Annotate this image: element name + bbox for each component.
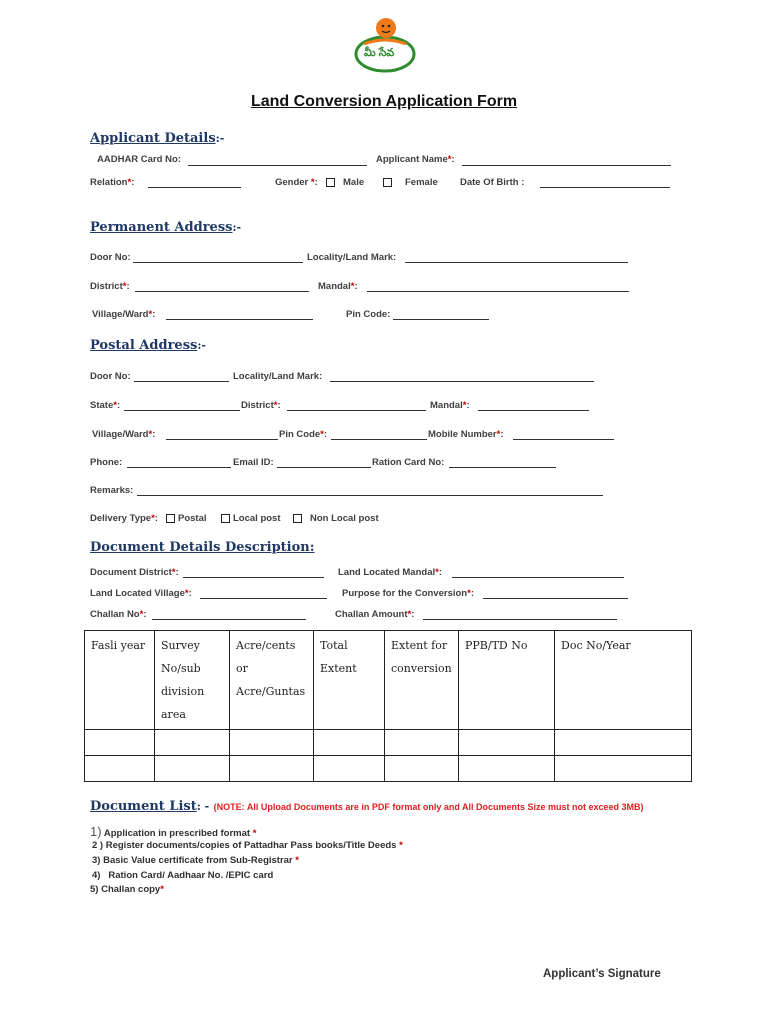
section-suffix: :- [232, 221, 242, 234]
required-mark: * [151, 513, 155, 524]
logo-text: మీ సేవ [364, 47, 395, 59]
required-mark: * [310, 177, 315, 188]
label-text: Applicant Name [376, 154, 448, 165]
required-mark: * [139, 609, 144, 620]
postal-village-field[interactable] [166, 439, 278, 440]
perm-mandal-label [318, 281, 358, 292]
label-text: State [90, 400, 114, 411]
required-mark: * [113, 400, 117, 411]
table-cell[interactable] [385, 756, 459, 782]
table-cell[interactable] [555, 756, 692, 782]
applicant-signature-label: Applicant’s Signature [543, 968, 661, 980]
colon: : [323, 429, 328, 440]
local-post-checkbox[interactable] [221, 514, 230, 523]
label-text: Challan No [90, 609, 140, 620]
remarks-field[interactable] [137, 495, 603, 496]
challan-amount-label [335, 609, 414, 620]
colon: : [451, 154, 455, 165]
perm-mandal-field[interactable] [367, 291, 629, 292]
land-village-label [90, 588, 192, 599]
item-text: Register documents/copies of Pattadhar Pass books/Title Deeds [103, 840, 400, 851]
relation-label [90, 177, 134, 188]
required-mark: * [447, 154, 452, 165]
label-text: Challan Amount [335, 609, 408, 620]
page-title: Land Conversion Application Form [250, 93, 518, 110]
required-mark: * [435, 567, 439, 578]
table-cell[interactable] [230, 730, 314, 756]
item-text: Basic Value certificate from Sub-Registrar [100, 855, 296, 866]
item-text: Application in prescribed format [101, 828, 253, 839]
land-village-field[interactable] [200, 598, 327, 599]
required-mark: * [350, 281, 355, 292]
label-text: Village/Ward [92, 309, 149, 320]
mobile-field[interactable] [513, 439, 614, 440]
female-label: Female [405, 177, 438, 188]
postal-locality-field[interactable] [330, 381, 594, 382]
colon: : [354, 281, 358, 292]
postal-door-field[interactable] [134, 381, 229, 382]
land-mandal-label [338, 567, 442, 578]
perm-village-field[interactable] [166, 319, 313, 320]
header-cell: PPB/TD No [459, 631, 555, 730]
section-title: Postal Address [90, 338, 198, 353]
label-text: Pin Code [279, 429, 321, 440]
item-number: 5) [90, 884, 99, 895]
delivery-type-label [90, 513, 158, 524]
section-suffix: :- [215, 132, 225, 145]
postal-district-label [241, 400, 281, 411]
table-cell[interactable] [385, 730, 459, 756]
dob-field[interactable] [540, 187, 670, 188]
table-cell[interactable] [314, 730, 385, 756]
non-local-post-label: Non Local post [310, 513, 379, 524]
header-cell: Total Extent [314, 631, 385, 730]
table-cell[interactable] [459, 730, 555, 756]
item-text: Challan copy [98, 884, 161, 895]
postal-locality-label: Locality/Land Mark: [233, 371, 323, 382]
perm-village-label [92, 309, 155, 320]
permanent-address-heading [90, 218, 241, 236]
land-details-table [84, 630, 692, 782]
colon: : [126, 281, 130, 292]
remarks-label: Remarks: [90, 485, 134, 496]
header-cell: Doc No/Year [555, 631, 692, 730]
email-field[interactable] [277, 467, 371, 468]
section-title: Applicant Details [90, 131, 216, 146]
applicant-name-label [376, 154, 455, 165]
document-list-heading [90, 797, 644, 815]
dob-label: Date Of Birth : [460, 177, 525, 188]
perm-locality-field[interactable] [405, 262, 628, 263]
label-text: Mandal [430, 400, 463, 411]
gender-label [275, 177, 318, 188]
phone-label: Phone: [90, 457, 123, 468]
postal-mandal-label [430, 400, 470, 411]
label-text: Document District [90, 567, 172, 578]
postal-pin-field[interactable] [331, 439, 427, 440]
postal-door-label: Door No: [90, 371, 131, 382]
challan-amount-field[interactable] [423, 619, 617, 620]
required-mark: * [184, 588, 189, 599]
male-label: Male [343, 177, 365, 188]
list-item [92, 870, 273, 881]
header-cell: Acre/cents or Acre/Guntas [230, 631, 314, 730]
aadhar-field[interactable] [188, 165, 367, 166]
challan-no-label [90, 609, 147, 620]
postal-mandal-field[interactable] [478, 410, 589, 411]
header-cell: Extent for conversion [385, 631, 459, 730]
mobile-label [428, 429, 504, 440]
perm-pin-label: Pin Code: [346, 309, 391, 320]
postal-address-heading [90, 336, 206, 354]
required-mark: * [171, 567, 176, 578]
label-text: Gender [275, 177, 311, 188]
document-details-heading: Document Details Description: [90, 540, 315, 555]
applicant-details-heading [90, 129, 224, 147]
required-mark: * [496, 429, 501, 440]
perm-door-field[interactable] [133, 262, 303, 263]
aadhar-label: AADHAR Card No: [97, 154, 181, 165]
table-cell[interactable] [459, 756, 555, 782]
required-mark: * [127, 177, 132, 188]
item-number: 1) [90, 824, 102, 839]
applicant-name-field[interactable] [462, 165, 671, 166]
required-mark: * [122, 281, 127, 292]
female-checkbox[interactable] [383, 178, 392, 187]
required-mark: * [399, 840, 403, 851]
table-header-row [85, 631, 692, 730]
label-text: Relation [90, 177, 128, 188]
list-item [90, 884, 164, 895]
required-mark: * [467, 588, 471, 599]
header-cell: Fasli year [85, 631, 155, 730]
local-post-label: Local post [233, 513, 281, 524]
doc-district-label [90, 567, 179, 578]
table-cell[interactable] [230, 756, 314, 782]
section-suffix: : - [196, 800, 210, 813]
table-row [85, 730, 692, 756]
colon: : [466, 400, 470, 411]
colon: : [131, 177, 135, 188]
non-local-post-checkbox[interactable] [293, 514, 302, 523]
colon: : [411, 609, 415, 620]
colon: : [188, 588, 192, 599]
postal-option-label: Postal [178, 513, 207, 524]
colon: : [314, 177, 318, 188]
list-item [92, 855, 299, 866]
colon: : [154, 513, 158, 524]
required-mark: * [407, 609, 412, 620]
required-mark: * [160, 884, 164, 895]
postal-pin-label [279, 429, 327, 440]
item-number: 4) [92, 870, 101, 881]
land-mandal-field[interactable] [452, 577, 624, 578]
required-mark: * [273, 400, 278, 411]
label-text: Delivery Type [90, 513, 152, 524]
section-title: Permanent Address [90, 220, 233, 235]
purpose-label [342, 588, 474, 599]
required-mark: * [295, 855, 299, 866]
postal-district-field[interactable] [287, 410, 426, 411]
purpose-field[interactable] [483, 598, 628, 599]
colon: : [116, 400, 121, 411]
list-item [92, 840, 403, 851]
colon: : [500, 429, 504, 440]
header-cell: Survey No/sub division area [155, 631, 230, 730]
ration-label: Ration Card No: [372, 457, 445, 468]
upload-note: (NOTE: All Upload Documents are in PDF format only and All Documents Size must not exceed 3MB) [213, 802, 644, 812]
item-text: Ration Card/ Aadhaar No. /EPIC card [100, 870, 274, 881]
state-field[interactable] [124, 410, 240, 411]
list-item [90, 824, 256, 839]
ration-field[interactable] [449, 467, 556, 468]
table-cell[interactable] [314, 756, 385, 782]
colon: : [152, 309, 156, 320]
label-text: Mandal [318, 281, 351, 292]
male-checkbox[interactable] [326, 178, 335, 187]
section-title: Document List [90, 799, 197, 814]
label-text: District [241, 400, 274, 411]
colon: : [470, 588, 474, 599]
colon: : [438, 567, 442, 578]
required-mark: * [148, 309, 153, 320]
perm-locality-label: Locality/Land Mark: [307, 252, 397, 263]
perm-pin-field[interactable] [393, 319, 489, 320]
label-text: Land Located Village [90, 588, 185, 599]
colon: : [175, 567, 179, 578]
label-text: Mobile Number [428, 429, 497, 440]
relation-field[interactable] [148, 187, 241, 188]
table-cell[interactable] [85, 756, 155, 782]
doc-district-field[interactable] [183, 577, 324, 578]
required-mark: * [148, 429, 153, 440]
colon: : [277, 400, 281, 411]
label-text: Land Located Mandal [338, 567, 436, 578]
postal-village-label [92, 429, 155, 440]
label-text: Village/Ward [92, 429, 149, 440]
table-cell[interactable] [85, 730, 155, 756]
phone-field[interactable] [127, 467, 231, 468]
meeseva-logo [350, 14, 420, 76]
required-mark: * [462, 400, 467, 411]
colon: : [143, 609, 147, 620]
section-suffix: :- [197, 339, 206, 352]
table-cell[interactable] [155, 730, 230, 756]
required-mark: * [252, 828, 257, 839]
colon: : [152, 429, 156, 440]
item-number: 2 ) [92, 840, 104, 851]
state-label [90, 400, 120, 411]
label-text: Purpose for the Conversion [342, 588, 468, 599]
table-cell[interactable] [555, 730, 692, 756]
postal-checkbox[interactable] [166, 514, 175, 523]
table-cell[interactable] [155, 756, 230, 782]
item-number: 3) [92, 855, 101, 866]
perm-district-label [90, 281, 130, 292]
challan-no-field[interactable] [152, 619, 306, 620]
perm-door-label: Door No: [90, 252, 131, 263]
perm-district-field[interactable] [135, 291, 309, 292]
required-mark: * [320, 429, 324, 440]
table-row [85, 756, 692, 782]
label-text: District [90, 281, 123, 292]
email-label: Email ID: [233, 457, 274, 468]
